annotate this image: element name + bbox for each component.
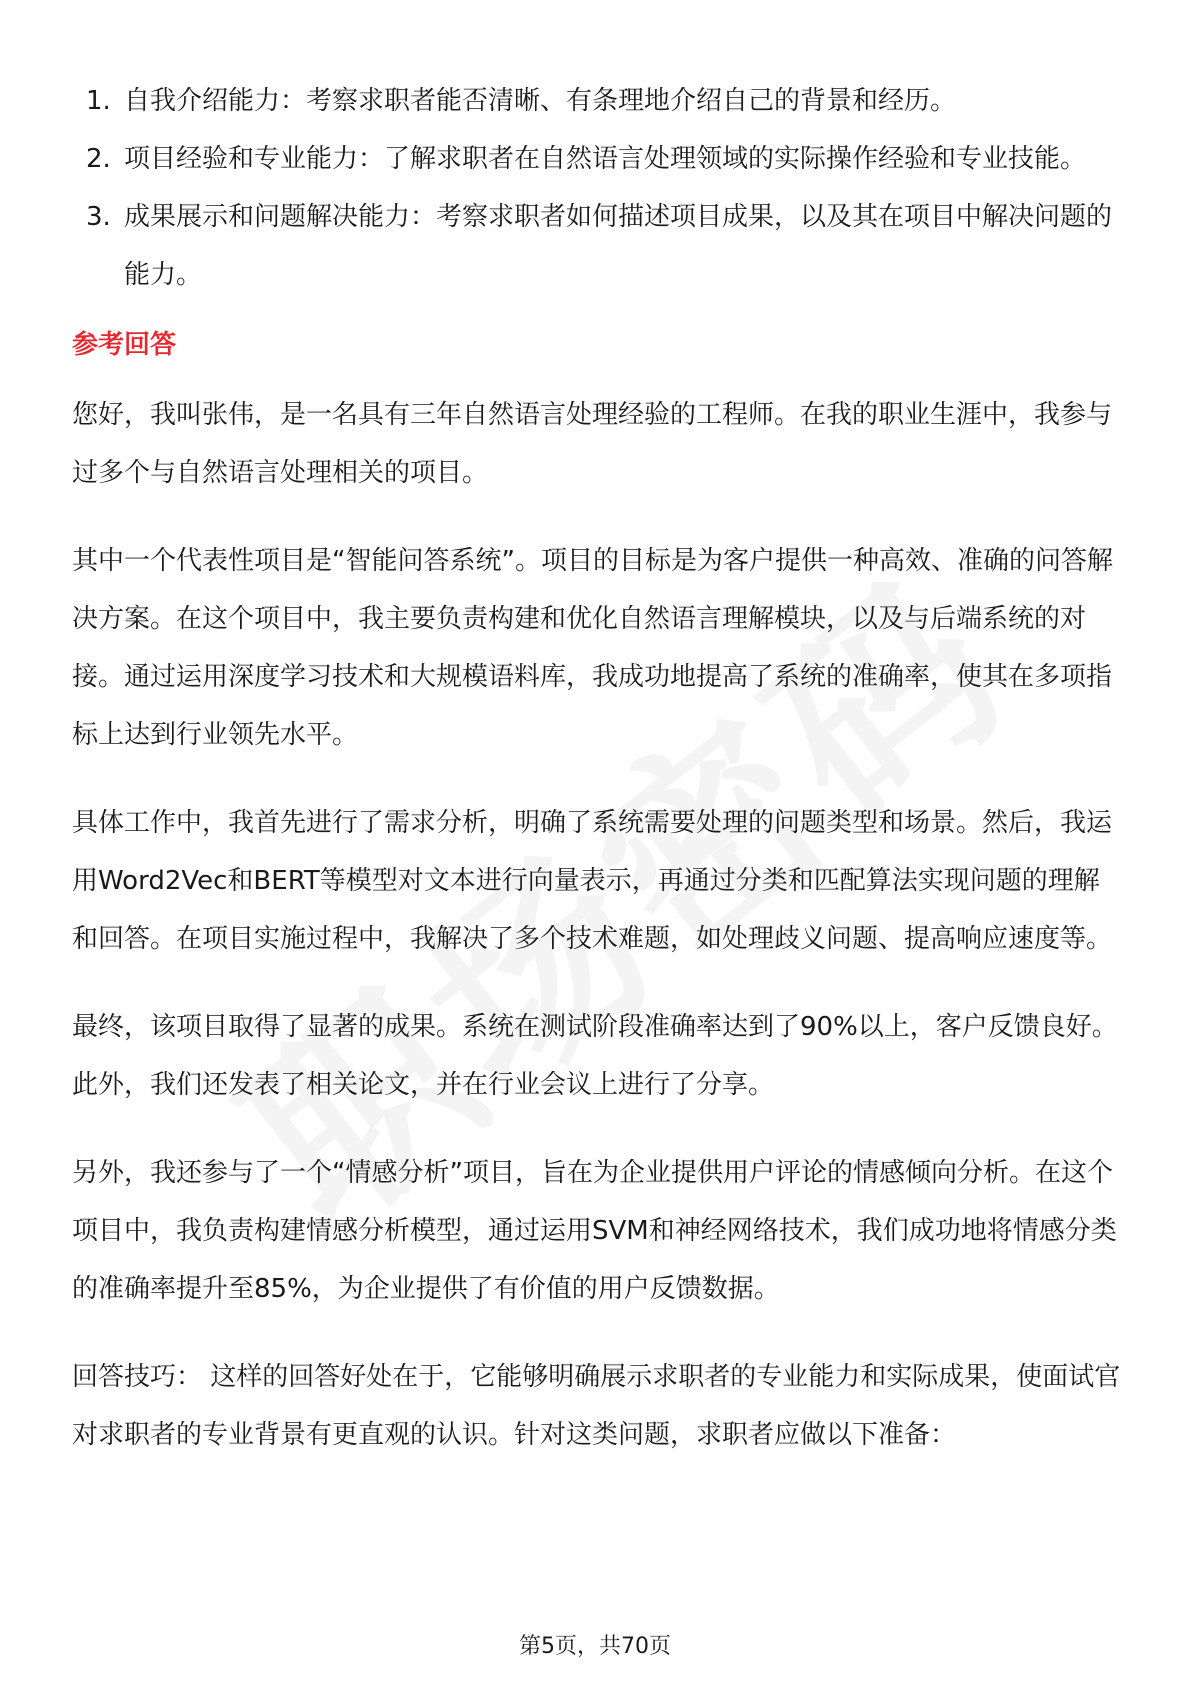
criteria-item: [72, 72, 1124, 130]
criteria-number: 2.: [86, 144, 111, 174]
answer-paragraph: 具体工作中，我首先进行了需求分析，明确了系统需要处理的问题类型和场景。然后，我运用Word2Vec和BERT等模型对文本进行向量表示，再通过分类和匹配算法实现问题的理解和回答。在项目实施过程中，我解决了多个技术难题，如处理歧义问题、提高响应速度等。: [72, 808, 1113, 954]
criteria-item: [72, 188, 1124, 304]
reference-answer-heading: 参考回答: [72, 330, 177, 360]
answer-paragraph: 其中一个代表性项目是“智能问答系统”。项目的目标是为客户提供一种高效、准确的问答解决方案。在这个项目中，我主要负责构建和优化自然语言理解模块，以及与后端系统的对接。通过运用深度学习技术和大规模语料库，我成功地提高了系统的准确率，使其在多项指标上达到行业领先水平。: [72, 546, 1113, 750]
evaluation-criteria-list: [72, 72, 1124, 304]
criteria-item: [72, 130, 1124, 188]
criteria-text: 自我介绍能力：考察求职者能否清晰、有条理地介绍自己的背景和经历。: [124, 86, 957, 116]
criteria-number: 3.: [86, 202, 111, 232]
criteria-text: 项目经验和专业能力：了解求职者在自然语言处理领域的实际操作经验和专业技能。: [124, 144, 1087, 174]
answer-paragraph: 您好，我叫张伟，是一名具有三年自然语言处理经验的工程师。在我的职业生涯中，我参与过多个与自然语言处理相关的项目。: [72, 400, 1113, 488]
page-content: [72, 72, 1124, 1464]
answer-tips-paragraph: 回答技巧： 这样的回答好处在于，它能够明确展示求职者的专业能力和实际成果，使面试官对求职者的专业背景有更直观的认识。针对这类问题，求职者应做以下准备：: [72, 1362, 1121, 1450]
page-number-footer: 第5页，共70页: [519, 1634, 671, 1659]
answer-paragraph: 另外，我还参与了一个“情感分析”项目，旨在为企业提供用户评论的情感倾向分析。在这个项目中，我负责构建情感分析模型，通过运用SVM和神经网络技术，我们成功地将情感分类的准确率提升至85%，为企业提供了有价值的用户反馈数据。: [72, 1158, 1117, 1304]
answer-paragraph: 最终，该项目取得了显著的成果。系统在测试阶段准确率达到了90%以上，客户反馈良好。此外，我们还发表了相关论文，并在行业会议上进行了分享。: [72, 1012, 1118, 1100]
criteria-number: 1.: [86, 86, 111, 116]
criteria-text: 成果展示和问题解决能力：考察求职者如何描述项目成果，以及其在项目中解决问题的能力。: [124, 202, 1113, 290]
